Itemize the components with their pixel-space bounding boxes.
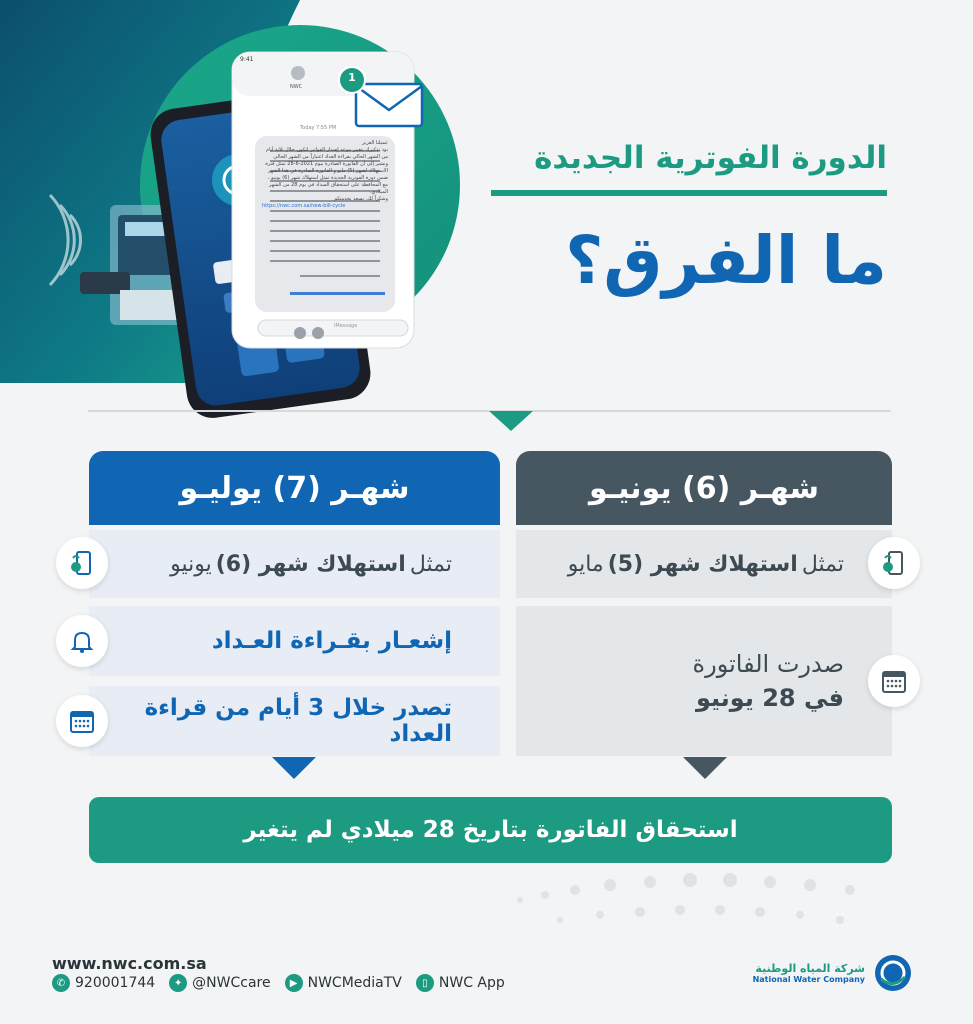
- phone-link[interactable]: https://nwc.com.sa/new-bill-cycle: [262, 203, 346, 209]
- app-name: NWC App: [438, 975, 505, 991]
- nwc-logo-icon: [873, 953, 913, 993]
- app-contact[interactable]: [416, 974, 505, 992]
- june-row1-bold: استهلاك شهر (5): [607, 551, 798, 577]
- june-bill-issued-row: [516, 606, 892, 756]
- phone-message-bubble: [262, 140, 388, 305]
- youtube-contact[interactable]: [285, 974, 402, 992]
- logo-arabic: شركة المياه الوطنية: [755, 962, 865, 975]
- phone-date: Today 7:55 PM: [300, 125, 337, 131]
- july-calendar-icon: [56, 695, 108, 747]
- phone-number: 920001744: [75, 975, 156, 991]
- phone-greeting: عميلنا العزيز: [362, 140, 388, 146]
- june-row2-line1: صدرت الفاتورة: [692, 650, 844, 678]
- page-subtitle: الدورة الفوترية الجديدة: [534, 140, 887, 176]
- app-icon: ▯: [416, 974, 434, 992]
- june-arrow-down: [683, 757, 727, 779]
- july-phone-consumption-icon: [56, 537, 108, 589]
- website-link[interactable]: www.nwc.com.sa: [52, 954, 207, 973]
- july-meter-notice-row: [89, 606, 500, 676]
- phone-icon: ✆: [52, 974, 70, 992]
- june-row1-pre: تمثل: [801, 551, 844, 577]
- july-consumption-row: [89, 530, 500, 598]
- july-row3-text: تصدر خلال 3 أيام من قراءة العداد: [144, 695, 452, 747]
- twitter-icon: ✦: [169, 974, 187, 992]
- page-title: ما الفرق؟: [565, 222, 887, 299]
- due-date-banner: استحقاق الفاتورة بتاريخ 28 ميلادي لم يتغير: [89, 797, 892, 863]
- july-row2-text: إشعـار بقـراءة العـداد: [211, 628, 452, 654]
- july-issue-timing-row: [89, 686, 500, 756]
- divider-arrow: [489, 411, 533, 431]
- logo-english: National Water Company: [752, 975, 865, 984]
- twitter-handle: @NWCcare: [192, 975, 271, 991]
- july-row1-post: يونيو: [170, 551, 212, 577]
- phone-status-time: 9:41: [240, 56, 254, 63]
- july-row1-pre: تمثل: [409, 551, 452, 577]
- youtube-channel: NWCMediaTV: [307, 975, 402, 991]
- june-column-header: شهـر (6) يونيـو: [516, 451, 892, 525]
- july-row1-bold: استهلاك شهر (6): [215, 551, 406, 577]
- subtitle-underline: [491, 190, 887, 196]
- june-row2-line2: في 28 يونيو: [695, 684, 844, 712]
- july-arrow-down: [272, 757, 316, 779]
- youtube-icon: ▶: [285, 974, 303, 992]
- june-phone-consumption-icon: [868, 537, 920, 589]
- phone-input[interactable]: iMessage: [334, 323, 358, 329]
- june-row1-post: مايو: [567, 551, 604, 577]
- june-consumption-row: [516, 530, 892, 598]
- june-calendar-icon: [868, 655, 920, 707]
- phone-sender: NWC: [290, 84, 303, 90]
- phone-contact[interactable]: [52, 974, 155, 992]
- phone-closing: وشكراً لك. نسعد بخدمتكم: [333, 196, 388, 202]
- july-bell-icon: [56, 615, 108, 667]
- twitter-contact[interactable]: [169, 974, 270, 992]
- phone-message-badge: 1: [348, 71, 356, 84]
- july-column-header: شهـر (7) يوليـو: [89, 451, 500, 525]
- nwc-logo: [753, 953, 913, 993]
- phone-body: نود تذكيرك بتغيير موعد إصدار الفواتير لتكون خلال ثلاثة أيام من الشهر الحالي بقراءة العداد اعتباراً من الشهر الحالي ونشير إلى أن الفاتورة الصادرة بيوم 2021-6-28 تمثل فترة الاستهلاك لشهر (5) مايو و الفاتورة الصادرة في هذا الشهر ضمن دورة الفوترية الجديدة تمثل استهلاك شهر (6) يونيو ، مع المحافظة على استحقاق السداد في يوم 28 من الشهر الميلادي.: [265, 147, 388, 195]
- contact-links: [52, 974, 505, 992]
